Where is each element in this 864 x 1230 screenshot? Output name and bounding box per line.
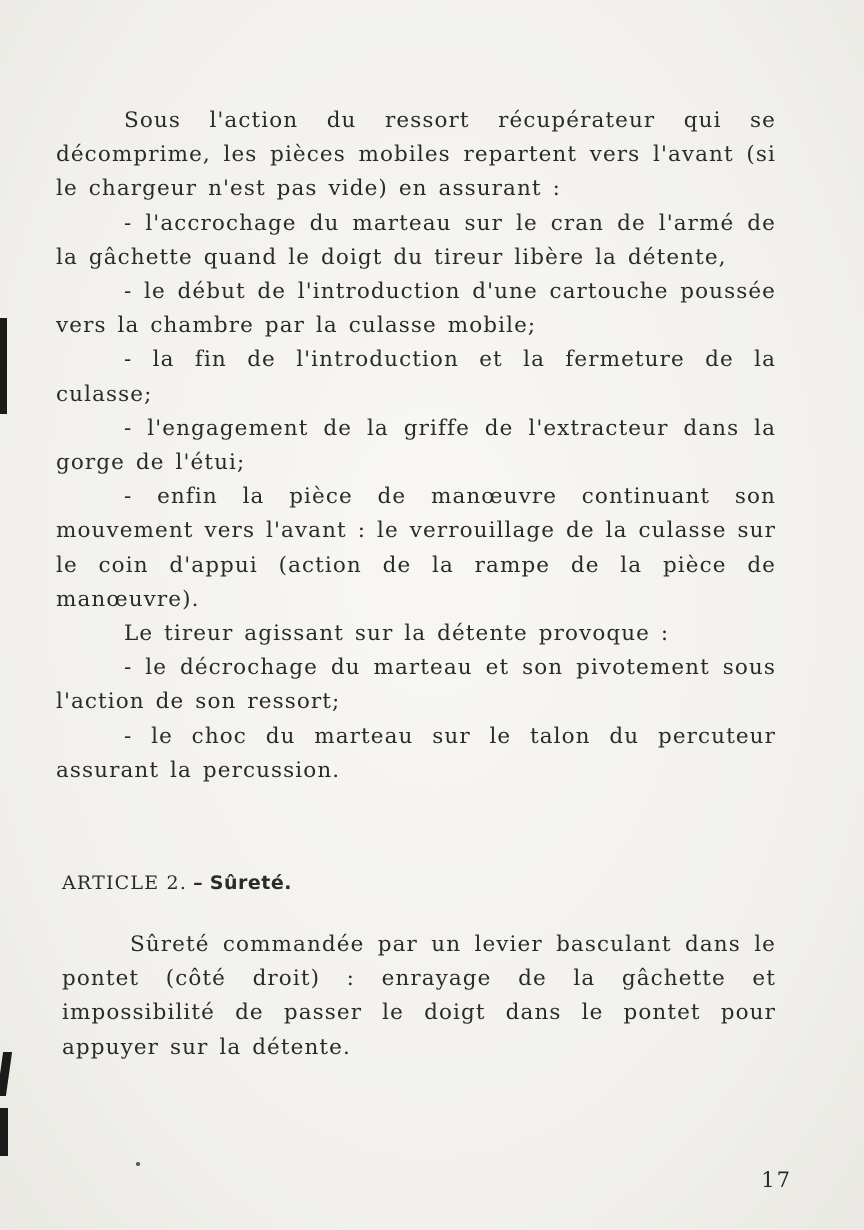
body-text-bottom bbox=[62, 928, 776, 1065]
paragraph: - le décrochage du marteau et son pivotement sous l'action de son ressort; bbox=[56, 655, 776, 715]
body-text-top bbox=[56, 104, 776, 788]
binding-mark-bottom-2 bbox=[0, 1108, 8, 1156]
page-number: 17 bbox=[761, 1168, 792, 1192]
article-dash: – bbox=[193, 872, 204, 894]
article-title: Sûreté. bbox=[209, 872, 292, 894]
article-heading bbox=[62, 872, 292, 894]
binding-mark-top bbox=[0, 318, 7, 414]
paragraph: - enfin la pièce de manœuvre continuant son mouvement vers l'avant : le verrouillage de la culasse sur le coin d'appui (action de la rampe de la pièce de manœuvre). bbox=[56, 484, 776, 612]
article-label: ARTICLE 2. bbox=[62, 872, 188, 894]
print-speck bbox=[136, 1162, 140, 1166]
paragraph: - la fin de l'introduction et la fermeture de la culasse; bbox=[56, 347, 776, 407]
binding-mark-bottom-1 bbox=[0, 1052, 12, 1096]
paragraph: - l'accrochage du marteau sur le cran de l'armé de la gâchette quand le doigt du tireur libère la détente, bbox=[56, 210, 776, 270]
paragraph: - le début de l'introduction d'une cartouche poussée vers la chambre par la culasse mobile; bbox=[56, 279, 776, 339]
paragraph: Sûreté commandée par un levier basculant dans le pontet (côté droit) : enrayage de la gâchette et impossibilité de passer le doigt dans le pontet pour appuyer sur la détente. bbox=[62, 932, 776, 1060]
paragraph: - le choc du marteau sur le talon du percuteur assurant la percussion. bbox=[56, 723, 776, 783]
paragraph: Le tireur agissant sur la détente provoque : bbox=[124, 621, 670, 647]
paragraph: - l'engagement de la griffe de l'extracteur dans la gorge de l'étui; bbox=[56, 415, 776, 476]
paragraph: Sous l'action du ressort récupérateur qui se décomprime, les pièces mobiles repartent vers l'avant (si le chargeur n'est pas vide) en assurant : bbox=[56, 108, 776, 202]
